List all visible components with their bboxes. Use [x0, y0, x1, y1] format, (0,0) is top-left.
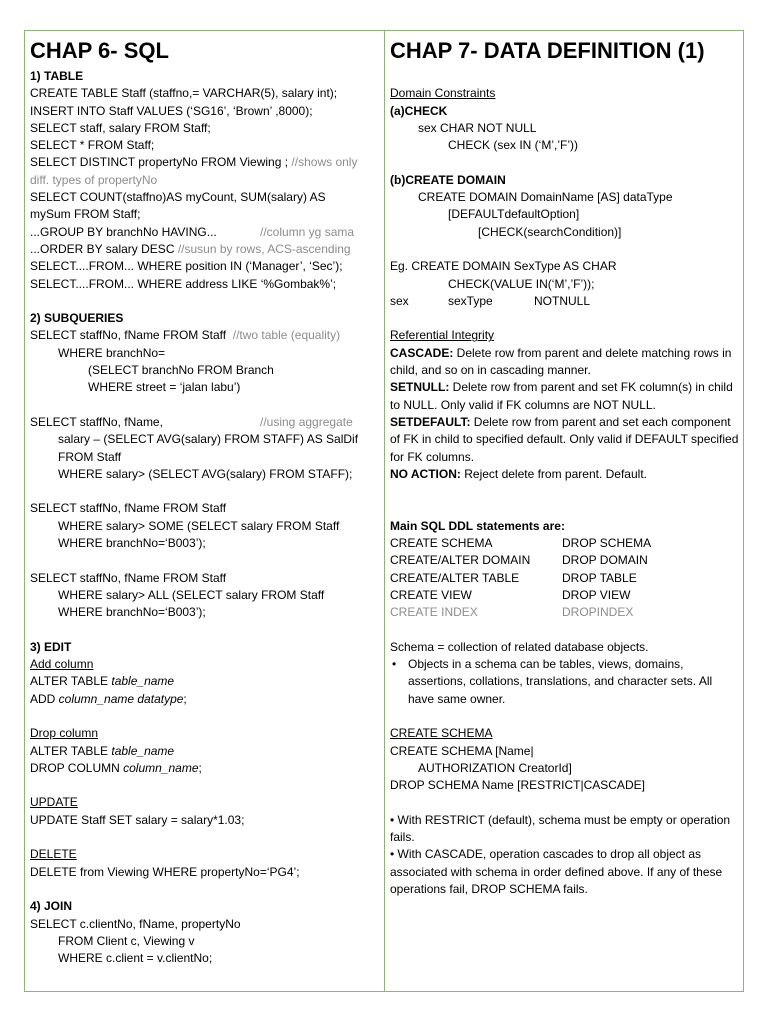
code-line: WHERE street = ‘jalan labu’): [88, 380, 241, 395]
ddl-drop: DROPINDEX: [562, 605, 634, 620]
list-item: [390, 656, 739, 708]
ddl-create: CREATE VIEW: [390, 587, 472, 602]
ddl-heading: Main SQL DDL statements are:: [390, 518, 565, 533]
code-line: WHERE salary> SOME (SELECT salary FROM Staff: [58, 518, 340, 533]
code-line: Eg. CREATE DOMAIN SexType AS CHAR: [390, 259, 617, 274]
code-text: ALTER TABLE: [30, 674, 112, 689]
code-text: SELECT DISTINCT propertyNo FROM Viewing ;: [30, 155, 289, 170]
code-text: ;: [183, 691, 187, 706]
bullet-icon: •: [392, 657, 397, 672]
code-line: [DEFAULTdefaultOption]: [448, 207, 580, 222]
rule-text: Delete row from parent and set each component of FK in child to specified default. Only valid if DEFAULT specified for FK columns.: [390, 414, 739, 464]
code-text: ...GROUP BY branchNo HAVING...: [30, 224, 217, 239]
code-text: sex: [390, 293, 409, 308]
code-line: SELECT....FROM... WHERE position IN (‘Manager’, ‘Sec’);: [30, 259, 343, 274]
code-text: ADD: [30, 691, 59, 706]
ddl-drop: DROP VIEW: [562, 587, 631, 602]
ddl-create: CREATE INDEX: [390, 605, 478, 620]
schema-definition: Schema = collection of related database objects.: [390, 639, 649, 654]
code-param: table_name: [111, 743, 175, 758]
code-line: [30, 691, 380, 708]
table-heading: 1) TABLE: [30, 69, 84, 83]
drop-column-title: Drop column: [30, 726, 99, 741]
join-heading: 4) JOIN: [30, 899, 73, 914]
code-line: CREATE DOMAIN DomainName [AS] dataType: [418, 190, 673, 205]
create-domain-title: (b)CREATE DOMAIN: [390, 172, 506, 187]
ddl-row: [390, 587, 739, 604]
code-comment: //shows only: [291, 155, 358, 170]
code-line: AUTHORIZATION CreatorId]: [418, 760, 572, 775]
ddl-drop: DROP SCHEMA: [562, 536, 652, 551]
code-line: WHERE branchNo=: [58, 345, 166, 360]
code-line: SELECT staffNo, fName FROM Staff: [30, 570, 227, 585]
ddl-create: CREATE/ALTER DOMAIN: [390, 553, 531, 568]
code-line: WHERE c.client = v.clientNo;: [58, 951, 213, 966]
code-text: ...ORDER BY salary DESC: [30, 241, 175, 256]
code-line: WHERE salary> ALL (SELECT salary FROM Staff: [58, 587, 325, 602]
code-line: [30, 414, 380, 431]
code-line: sex CHAR NOT NULL: [418, 120, 537, 135]
setdefault-rule: [390, 414, 739, 466]
ddl-drop: DROP TABLE: [562, 570, 637, 585]
code-text: sexType: [448, 293, 493, 308]
rule-key: CASCADE:: [390, 345, 454, 360]
code-line: [CHECK(searchCondition)]: [478, 224, 622, 239]
referential-integrity-heading: Referential Integrity: [390, 328, 495, 343]
right-column: [385, 31, 743, 991]
cascade-rule: [390, 345, 739, 380]
code-comment: //susun by rows, ACS-ascending: [177, 241, 351, 256]
rule-text: Reject delete from parent. Default.: [460, 466, 647, 481]
code-line: SELECT c.clientNo, fName, propertyNo: [30, 916, 241, 931]
chapter-7-title: CHAP 7- DATA DEFINITION (1): [390, 38, 705, 63]
sex-row: [390, 293, 739, 310]
code-line: UPDATE Staff SET salary = salary*1.03;: [30, 812, 245, 827]
rule-key: SETDEFAULT:: [390, 414, 471, 429]
code-line: (SELECT branchNo FROM Branch: [88, 363, 274, 378]
code-line: SELECT COUNT(staffno)AS myCount, SUM(salary) AS: [30, 190, 326, 205]
ddl-row: [390, 552, 739, 569]
code-text: SELECT staffNo, fName,: [30, 414, 163, 429]
restrict-note: • With RESTRICT (default), schema must be empty or operation fails.: [390, 812, 731, 845]
rule-text: Delete row from parent and set FK column(s) in child to NULL. Only valid if FK columns are NOT NULL.: [390, 380, 733, 412]
bullet-text: Objects in a schema can be tables, views, domains, assertions, collations, translations, and character sets. All have same owner.: [408, 657, 713, 706]
code-comment: //two table (equality): [232, 328, 341, 343]
setnull-rule: [390, 379, 739, 414]
code-line: FROM Client c, Viewing v: [58, 933, 195, 948]
code-line: SELECT staffNo, fName FROM Staff: [30, 501, 227, 516]
ddl-create: CREATE SCHEMA: [390, 536, 493, 551]
code-text: ;: [198, 760, 202, 775]
code-line: [30, 154, 380, 171]
ddl-row: [390, 535, 739, 552]
add-column-title: Add column: [30, 657, 94, 672]
code-param: column_name datatype: [58, 691, 184, 706]
code-line: [30, 743, 380, 760]
chapter-6-title: CHAP 6- SQL: [30, 38, 169, 63]
ddl-drop: DROP DOMAIN: [562, 553, 648, 568]
code-line: CHECK (sex IN (‘M’,’F’)): [448, 138, 578, 153]
code-comment: //column yg sama: [260, 224, 355, 239]
code-line: SELECT staff, salary FROM Staff;: [30, 120, 211, 135]
check-title: (a)CHECK: [390, 103, 448, 118]
domain-constraints-heading: Domain Constraints: [390, 86, 496, 101]
code-line: CREATE TABLE Staff (staffno,= VARCHAR(5), salary int);: [30, 86, 338, 101]
ddl-row: [390, 604, 739, 621]
code-line: CHECK(VALUE IN(‘M’,’F’));: [448, 276, 595, 291]
code-comment: diff. types of propertyNo: [30, 172, 158, 187]
code-text: ALTER TABLE: [30, 743, 112, 758]
left-column: [25, 31, 385, 991]
code-line: salary – (SELECT AVG(salary) FROM STAFF) AS SalDif: [58, 432, 359, 447]
code-line: [30, 760, 380, 777]
subqueries-heading: 2) SUBQUERIES: [30, 311, 124, 326]
code-line: WHERE branchNo=‘B003’);: [58, 536, 206, 551]
rule-key: NO ACTION:: [390, 466, 461, 481]
code-text: DROP COLUMN: [30, 760, 124, 775]
create-schema-title: CREATE SCHEMA: [390, 726, 493, 741]
code-line: [30, 673, 380, 690]
ddl-row: [390, 570, 739, 587]
code-text: NOTNULL: [534, 293, 591, 308]
code-line: [30, 327, 380, 344]
code-line: [30, 224, 380, 241]
code-line: DELETE from Viewing WHERE propertyNo=‘PG4’;: [30, 864, 300, 879]
edit-heading: 3) EDIT: [30, 639, 72, 654]
noaction-rule: [390, 466, 739, 483]
ddl-create: CREATE/ALTER TABLE: [390, 570, 520, 585]
code-param: column_name: [123, 760, 199, 775]
code-line: SELECT * FROM Staff;: [30, 138, 155, 153]
rule-text: Delete row from parent and delete matching rows in child, and so on in cascading manner.: [390, 345, 732, 378]
code-line: SELECT....FROM... WHERE address LIKE ‘%Gombak%’;: [30, 276, 337, 291]
code-line: CREATE SCHEMA [Name|: [390, 743, 534, 758]
code-line: [30, 241, 380, 258]
code-text: SELECT staffNo, fName FROM Staff: [30, 328, 227, 343]
code-line: FROM Staff: [58, 449, 122, 464]
delete-title: DELETE: [30, 847, 77, 862]
code-line: WHERE salary> (SELECT AVG(salary) FROM STAFF);: [58, 466, 353, 481]
code-comment: //using aggregate: [260, 414, 353, 429]
code-param: table_name: [111, 674, 175, 689]
rule-key: SETNULL:: [390, 380, 450, 395]
update-title: UPDATE: [30, 795, 78, 810]
cascade-note: • With CASCADE, operation cascades to drop all object as associated with schema in order defined above. If any of these operations fail, DROP SCHEMA fails.: [390, 847, 723, 896]
code-line: INSERT INTO Staff VALUES (‘SG16’, ‘Brown’ ,8000);: [30, 103, 313, 118]
code-line: DROP SCHEMA Name [RESTRICT|CASCADE]: [390, 778, 645, 793]
code-line: mySum FROM Staff;: [30, 207, 141, 222]
cheat-sheet: [24, 30, 744, 992]
code-line: WHERE branchNo=‘B003’);: [58, 605, 206, 620]
